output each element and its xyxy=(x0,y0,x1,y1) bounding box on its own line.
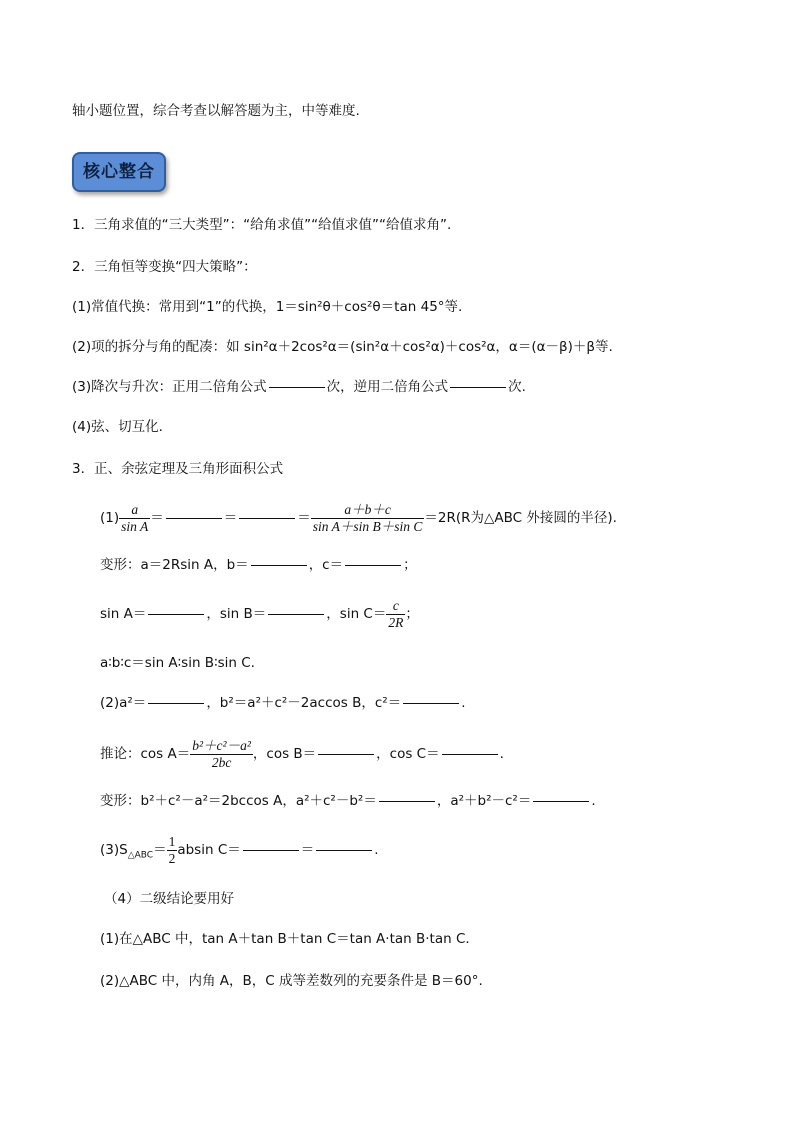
item-4-2: (2)△ABC 中，内角 A，B，C 成等差数列的充要条件是 B＝60°. xyxy=(100,973,483,989)
frac-num: a＋b＋c xyxy=(311,502,425,519)
law-prefix: (1) xyxy=(100,510,120,526)
item-2-3-b: 次，逆用二倍角公式 xyxy=(326,379,449,395)
law-of-sines: (1) $\frac{a}{\text{sin A}}$ ＝ ＝ ＝ $\frac{a+b+c}{\text{sin A＋sin B＋sin C}}$ ＝2R(R为△ABC 外接圆的半径). xyxy=(100,501,617,534)
blank xyxy=(251,565,307,566)
cos-b: ，b²＝a²＋c²－2accos B，c²＝ xyxy=(206,695,402,711)
bianxing-1 xyxy=(100,556,417,574)
bx1-c: ； xyxy=(403,557,417,573)
tuilun-line xyxy=(100,736,504,772)
blank xyxy=(403,703,459,704)
item-1: 1．三角求值的“三大类型”：“给角求值”“给值求值”“给值求角”. xyxy=(72,217,452,233)
area-b: ＝ xyxy=(153,842,167,858)
frac-den: 2R xyxy=(388,614,404,630)
blank xyxy=(243,850,299,851)
blank xyxy=(379,801,435,802)
frac-num: a xyxy=(119,502,150,519)
cos-c: . xyxy=(461,695,466,711)
item-4-1: (1)在△ABC 中，tan A＋tan B＋tan C＝tan A·tan B·tan C. xyxy=(100,931,470,947)
bx1-a: 变形：a＝2Rsin A，b＝ xyxy=(100,557,249,573)
bx2-c: . xyxy=(591,793,596,809)
item-3: 3．正、余弦定理及三角形面积公式 xyxy=(72,461,284,477)
frac-num: b²＋c²－a² xyxy=(192,737,251,753)
blank xyxy=(345,565,401,566)
area-sub: △ABC xyxy=(127,850,154,861)
area-a: (3)S xyxy=(100,842,128,858)
item-2-2: (2)项的拆分与角的配凑：如 sin²α＋2cos²α＝(sin²α＋cos²α)＋cos²α，α＝(α－β)＋β等. xyxy=(72,339,613,355)
cosine-law xyxy=(100,694,466,712)
area-e: . xyxy=(374,842,379,858)
frac-num: 1 xyxy=(168,833,176,849)
item-2-4: (4)弦、切互化. xyxy=(72,419,163,435)
bx2-a: 变形：b²＋c²－a²＝2bccos A，a²＋c²－b²＝ xyxy=(100,793,377,809)
sines-end: ； xyxy=(405,606,419,622)
fraction xyxy=(190,738,253,771)
ratio-line: a∶b∶c＝sin A∶sin B∶sin C. xyxy=(100,655,255,671)
cos-a: (2)a²＝ xyxy=(100,695,147,711)
frac-den: sin A xyxy=(121,518,149,534)
item-2: 2．三角恒等变换“四大策略”： xyxy=(72,259,257,275)
blank xyxy=(166,518,222,519)
blank xyxy=(268,614,324,615)
tl-b: ，cos B＝ xyxy=(252,746,317,762)
frac-den: 2bc xyxy=(211,754,232,770)
item-2-3-a: (3)降次与升次：正用二倍角公式 xyxy=(72,379,267,395)
area-c: absin C＝ xyxy=(177,842,241,858)
blank xyxy=(316,850,372,851)
sines-b: ，sin B＝ xyxy=(206,606,267,622)
blank xyxy=(442,754,498,755)
sines-line xyxy=(100,596,419,632)
frac-den: 2 xyxy=(168,850,176,866)
bx1-b: ，c＝ xyxy=(308,557,344,573)
blank xyxy=(533,801,589,802)
intro-text: 轴小题位置，综合考查以解答题为主，中等难度. xyxy=(72,103,360,119)
blank xyxy=(148,614,204,615)
fraction xyxy=(119,502,150,535)
blank xyxy=(148,703,204,704)
fraction xyxy=(167,834,178,867)
item-4: （4）二级结论要用好 xyxy=(104,891,235,907)
law-suffix: ＝2R(R为△ABC 外接圆的半径). xyxy=(424,510,617,526)
tl-a: 推论：cos A＝ xyxy=(100,746,191,762)
bx2-b: ，a²＋b²－c²＝ xyxy=(436,793,532,809)
fraction xyxy=(386,598,405,631)
sines-c: ，sin C＝ xyxy=(326,606,387,622)
blank xyxy=(269,387,325,388)
frac-den: sin A＋sin B＋sin C xyxy=(312,518,423,534)
blank xyxy=(318,754,374,755)
frac-num: c xyxy=(386,598,405,615)
tl-c: ，cos C＝ xyxy=(376,746,440,762)
section-badge: 核心整合 xyxy=(72,152,166,192)
blank xyxy=(450,387,506,388)
area-formula xyxy=(100,832,379,874)
bianxing-2 xyxy=(100,792,596,810)
item-2-3-c: 次. xyxy=(508,379,526,395)
area-d: ＝ xyxy=(300,842,315,858)
tl-d: . xyxy=(499,746,504,762)
sines-a: sin A＝ xyxy=(100,606,147,622)
item-2-1: (1)常值代换：常用到“1”的代换，1＝sin²θ＋cos²θ＝tan 45°等. xyxy=(72,299,463,315)
item-2-3 xyxy=(72,378,526,396)
fraction xyxy=(311,502,425,535)
blank xyxy=(239,518,295,519)
